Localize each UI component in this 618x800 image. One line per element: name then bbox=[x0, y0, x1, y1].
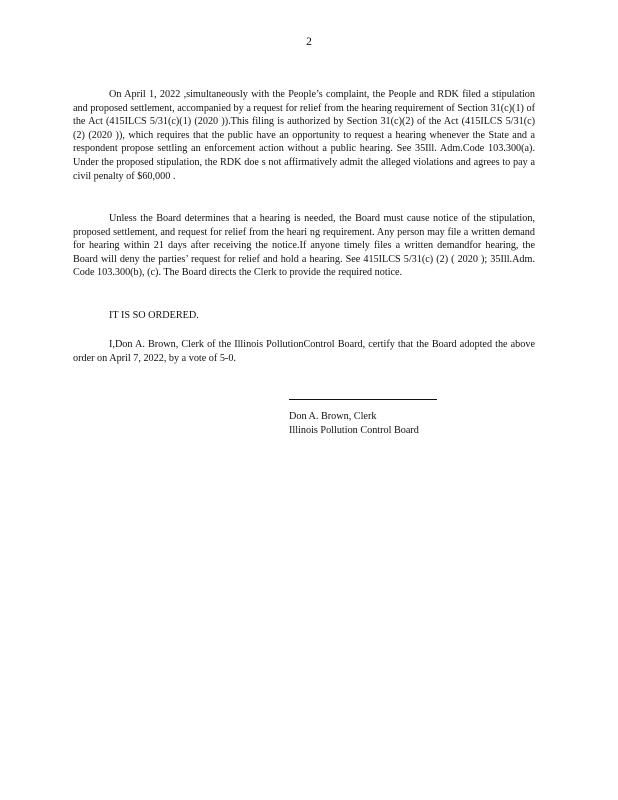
paragraph-stipulation-filing: On April 1, 2022 ,simultaneously with the People’s complaint, the People and RDK filed a stipulation and proposed settlement, accompanied by a request for relief from the hearing requirement of Section 31(c)(1) of the Act (415ILCS 5/31(c)(1) (2020 )).This filing is authorized by Section 31(c)(2) of the Act (415ILCS 5/31(c)(2) (2020 )), which requires that the public have an opportunity to request a hearing whenever the State and a respondent propose settling an enforcement action without a public hearing. See 35Ill. Adm.Code 103.300(a). Under the proposed stipulation, the RDK doe s not affirmatively admit the alleged violations and agrees to pay a civil penalty of $60,000 . bbox=[73, 89, 535, 182]
clerk-certification: I,Don A. Brown, Clerk of the Illinois PollutionControl Board, certify that the Board adopted the above order on April 7, 2022, by a vote of 5-0. bbox=[73, 339, 535, 364]
signer-name: Don A. Brown, Clerk bbox=[289, 411, 377, 422]
signer-organization: Illinois Pollution Control Board bbox=[289, 424, 419, 436]
signature-line bbox=[289, 399, 437, 400]
signature-block bbox=[289, 410, 419, 437]
paragraph-hearing-notice: Unless the Board determines that a hearing is needed, the Board must cause notice of the stipulation, proposed settlement, and request for relief from the heari ng requirement. Any person may file a written demand for hearing within 21 days after receiving the notice.If anyone timely files a written demandfor hearing, the Board will deny the parties’ request for relief and hold a hearing. See 415ILCS 5/31(c) (2) ( 2020 ); 35Ill.Adm. Code 103.300(b), (c). The Board directs the Clerk to provide the required notice. bbox=[73, 213, 535, 279]
page-number: 2 bbox=[306, 36, 312, 48]
order-statement: IT IS SO ORDERED. bbox=[109, 310, 199, 321]
